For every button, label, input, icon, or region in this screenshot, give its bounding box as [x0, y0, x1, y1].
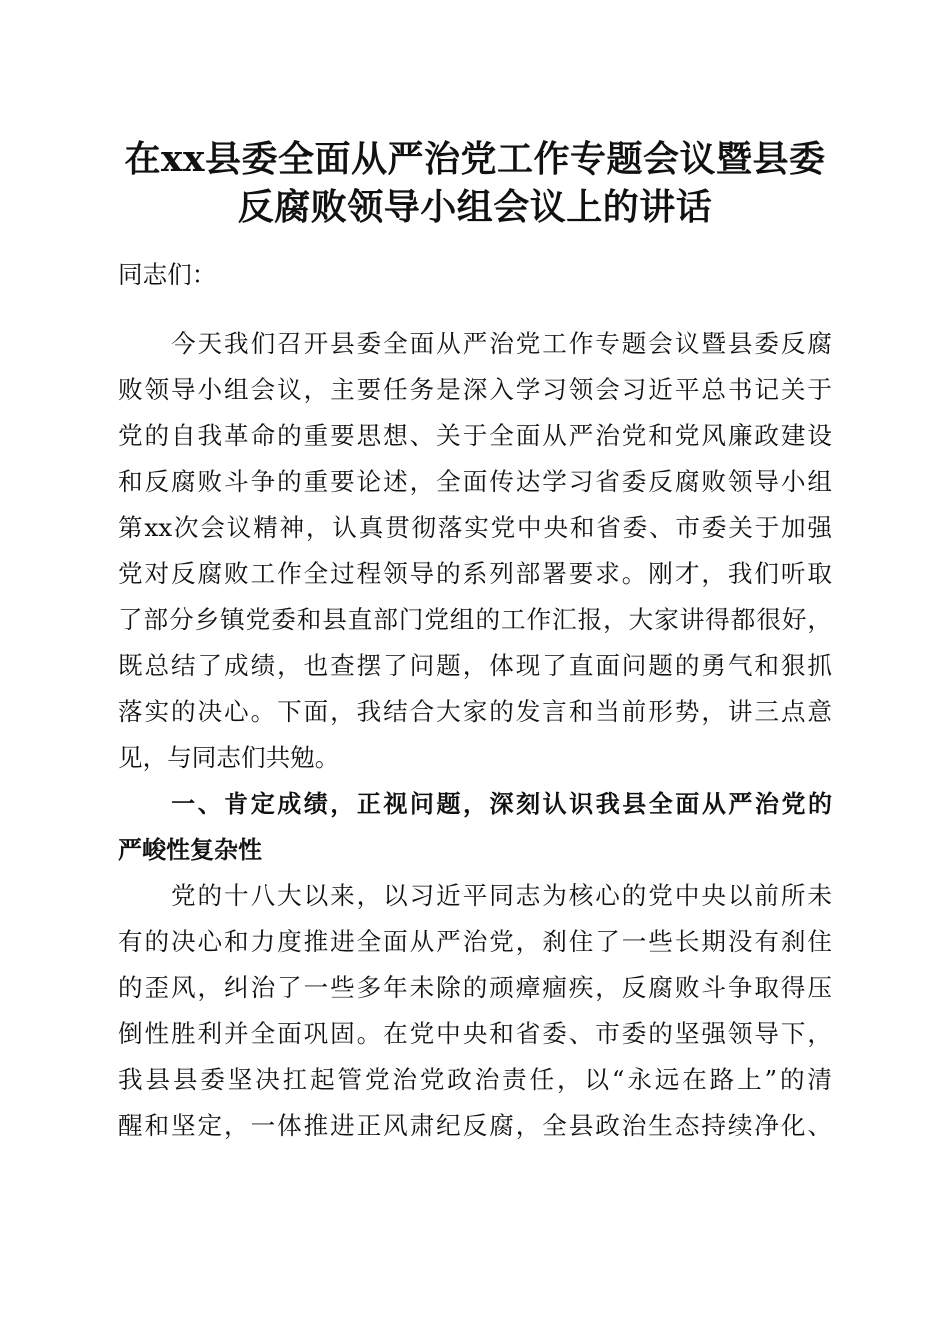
paragraph-2-line-6: 醒和坚定，一体推进正风肃纪反腐，全县政治生态持续净化、 [118, 1111, 832, 1140]
paragraph-1-line-4: 和反腐败斗争的重要论述，全面传达学习省委反腐败领导小组 [118, 467, 832, 496]
paragraph-2-line-3: 的歪风，纠治了一些多年未除的顽瘴痼疾，反腐败斗争取得压 [118, 973, 832, 1002]
paragraph-1-line-7: 了部分乡镇党委和县直部门党组的工作汇报，大家讲得都很好， [118, 605, 832, 634]
section-heading-1-line-2: 严峻性复杂性 [118, 836, 262, 864]
paragraph-2-line-1: 党的十八大以来，以习近平同志为核心的党中央以前所未 [118, 881, 832, 910]
paragraph-1-line-6: 党对反腐败工作全过程领导的系列部署要求。刚才，我们听取 [118, 559, 832, 588]
paragraph-2-line-5: 我县县委坚决扛起管党治党政治责任，以“永远在路上”的清 [118, 1065, 832, 1094]
paragraph-1-line-9: 落实的决心。下面，我结合大家的发言和当前形势，讲三点意 [118, 697, 832, 726]
paragraph-2-line-4: 倒性胜利并全面巩固。在党中央和省委、市委的坚强领导下， [118, 1019, 832, 1048]
paragraph-1-line-1: 今天我们召开县委全面从严治党工作专题会议暨县委反腐 [118, 329, 832, 358]
paragraph-1-line-5: 第xx次会议精神，认真贯彻落实党中央和省委、市委关于加强 [118, 513, 832, 542]
salutation: 同志们： [118, 260, 217, 289]
paragraph-2-line-2: 有的决心和力度推进全面从严治党，刹住了一些长期没有刹住 [118, 927, 832, 956]
paragraph-1-line-8: 既总结了成绩，也查摆了问题，体现了直面问题的勇气和狠抓 [118, 651, 832, 680]
paragraph-1-line-2: 败领导小组会议，主要任务是深入学习领会习近平总书记关于 [118, 375, 832, 404]
document-title-line-1: 在xx县委全面从严治党工作专题会议暨县委 [124, 138, 826, 180]
paragraph-1-line-3: 党的自我革命的重要思想、关于全面从严治党和党风廉政建设 [118, 421, 832, 450]
document-title-line-2: 反腐败领导小组会议上的讲话 [237, 186, 713, 228]
paragraph-1-line-10: 见，与同志们共勉。 [118, 743, 340, 772]
section-heading-1-line-1: 一、肯定成绩，正视问题，深刻认识我县全面从严治党的 [118, 790, 832, 818]
